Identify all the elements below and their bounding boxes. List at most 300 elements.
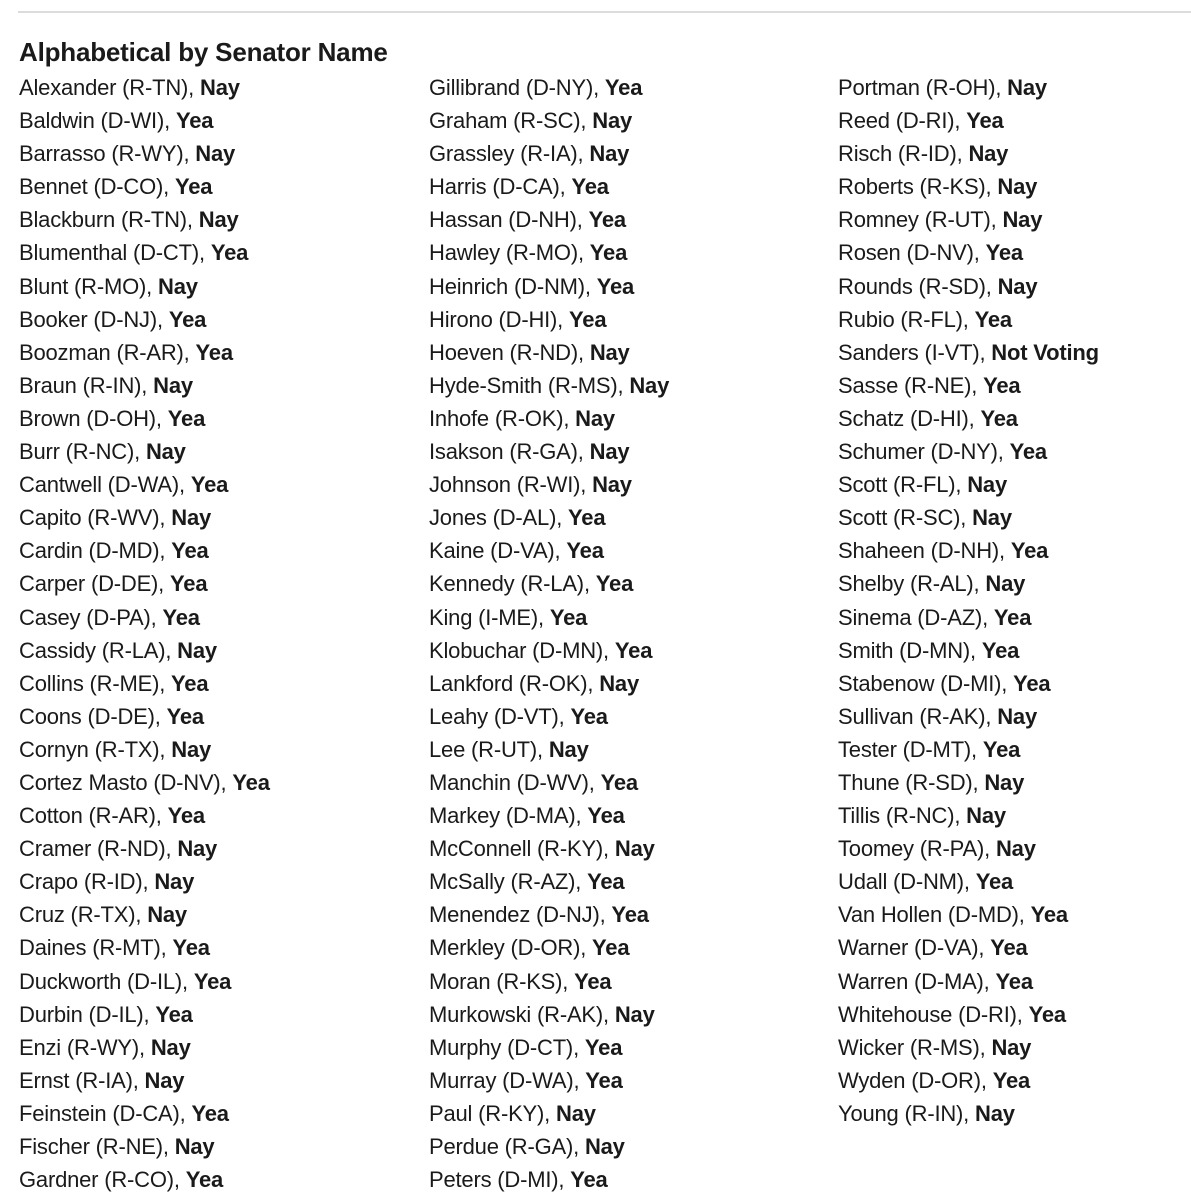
senator-vote: Nay: [171, 505, 212, 531]
senator-vote-row: [19, 1097, 270, 1130]
senator-vote-row: [838, 1064, 1099, 1097]
senator-vote: Yea: [568, 505, 606, 531]
senator-vote: Yea: [574, 968, 612, 994]
senator-vote: Yea: [569, 306, 607, 332]
senator-vote: Nay: [575, 405, 615, 431]
senator-vote-row: [429, 336, 669, 369]
senator-name: Klobuchar (D-MN),: [429, 637, 609, 663]
senator-name: Romney (R-UT),: [838, 207, 997, 233]
senator-vote: Yea: [191, 1100, 229, 1126]
senator-vote: Nay: [154, 869, 195, 895]
senator-vote: Yea: [992, 1067, 1031, 1093]
senator-vote: Yea: [171, 670, 209, 696]
senator-name: Isakson (R-GA),: [429, 439, 584, 465]
senator-vote-row: [429, 634, 669, 667]
senator-vote: Nay: [967, 472, 1007, 498]
senator-vote: Yea: [185, 1167, 224, 1193]
senator-name: Hawley (R-MO),: [429, 240, 584, 266]
senator-vote-row: [19, 700, 270, 733]
senator-vote: Yea: [571, 174, 609, 200]
senator-vote-row: [429, 369, 669, 402]
senator-name: Alexander (R-TN),: [19, 75, 195, 100]
senator-name: Kennedy (R-LA),: [429, 571, 590, 597]
senator-name: Grassley (R-IA),: [429, 141, 584, 167]
senator-vote: Yea: [604, 75, 643, 100]
senator-vote-row: [838, 634, 1099, 667]
senator-name: Markey (D-MA),: [429, 803, 582, 829]
senator-vote-row: [429, 1031, 669, 1064]
senator-vote: Yea: [193, 968, 232, 994]
senator-vote-row: [19, 104, 270, 137]
senator-vote: Yea: [175, 108, 214, 134]
senator-vote: Nay: [592, 108, 633, 134]
senator-vote-row: [838, 137, 1099, 170]
senator-name: Heinrich (D-NM),: [429, 273, 591, 299]
senator-name: Risch (R-ID),: [838, 141, 963, 167]
senator-name: Rounds (R-SD),: [838, 273, 992, 299]
senator-vote-row: [429, 965, 669, 998]
senator-vote: Nay: [584, 1134, 625, 1159]
senator-vote: Yea: [587, 869, 625, 895]
senator-vote: Yea: [966, 108, 1004, 134]
senator-vote-row: [19, 270, 270, 303]
senator-vote-row: [19, 733, 270, 766]
senator-vote-row: [19, 336, 270, 369]
senator-name: Durbin (D-IL),: [19, 1001, 150, 1027]
senator-vote-row: [429, 733, 669, 766]
senator-name: Boozman (R-AR),: [19, 339, 190, 365]
senator-vote-row: [838, 931, 1099, 964]
senator-vote: Yea: [595, 571, 634, 597]
senator-vote-row: [429, 1064, 669, 1097]
senator-vote: Yea: [566, 538, 604, 564]
senator-name: Menendez (D-NJ),: [429, 902, 606, 928]
senator-vote-row: [19, 965, 270, 998]
senator-vote-row: [838, 236, 1099, 269]
senator-vote-row: [19, 898, 270, 931]
senator-name: Gardner (R-CO),: [19, 1167, 180, 1193]
senator-vote: Yea: [983, 372, 1021, 398]
senator-vote-row: [19, 303, 270, 336]
senator-column-3: [838, 71, 1099, 1130]
senator-name: Fischer (R-NE),: [19, 1134, 169, 1159]
senator-name: Jones (D-AL),: [429, 505, 563, 531]
senator-vote: Nay: [1002, 207, 1043, 233]
senator-name: Lee (R-UT),: [429, 736, 543, 762]
senator-vote: Nay: [991, 1034, 1032, 1060]
senator-vote-row: [838, 104, 1099, 137]
senator-vote-row: [19, 71, 270, 104]
senator-name: Warren (D-MA),: [838, 968, 990, 994]
senator-name: King (I-ME),: [429, 604, 544, 630]
senator-vote: Yea: [155, 1001, 193, 1027]
senator-vote: Nay: [589, 439, 630, 465]
senator-name: Udall (D-NM),: [838, 869, 970, 895]
senator-vote: Nay: [158, 273, 198, 299]
senator-vote: Yea: [588, 207, 626, 233]
senator-name: Moran (R-KS),: [429, 968, 569, 994]
senator-name: Perdue (R-GA),: [429, 1134, 580, 1159]
senator-vote-row: [838, 601, 1099, 634]
senator-name: Murkowski (R-AK),: [429, 1001, 609, 1027]
senator-vote: Nay: [195, 141, 236, 167]
senator-vote-row: [19, 766, 270, 799]
senator-vote-row: [19, 435, 270, 468]
senator-name: Schatz (D-HI),: [838, 405, 975, 431]
senator-vote: Yea: [195, 339, 233, 365]
senator-vote-row: [429, 700, 669, 733]
senator-name: Inhofe (R-OK),: [429, 405, 570, 431]
senator-vote-row: [19, 369, 270, 402]
senator-vote: Yea: [549, 604, 588, 630]
top-divider: [18, 11, 1191, 13]
senator-name: Young (R-IN),: [838, 1100, 970, 1126]
senator-name: Cortez Masto (D-NV),: [19, 769, 227, 795]
senator-vote-row: [838, 1097, 1099, 1130]
senator-vote-row: [19, 534, 270, 567]
senator-vote: Yea: [168, 306, 207, 332]
senator-vote: Yea: [1009, 439, 1047, 465]
senator-vote-row: [838, 998, 1099, 1031]
senator-vote: Nay: [174, 1134, 215, 1159]
senator-vote: Yea: [167, 803, 205, 829]
senator-vote: Yea: [975, 869, 1014, 895]
senator-vote: Nay: [177, 836, 218, 862]
senator-name: Van Hollen (D-MD),: [838, 902, 1025, 928]
senator-vote-row: [429, 1163, 669, 1196]
senator-vote-row: [19, 170, 270, 203]
senator-vote-row: [429, 435, 669, 468]
senator-name: Duckworth (D-IL),: [19, 968, 188, 994]
senator-vote: Nay: [153, 372, 193, 398]
senator-name: McConnell (R-KY),: [429, 836, 609, 862]
senator-name: Harris (D-CA),: [429, 174, 566, 200]
senator-name: Paul (R-KY),: [429, 1100, 551, 1126]
senator-vote: Yea: [232, 769, 270, 795]
senator-vote-row: [19, 468, 270, 501]
senator-vote: Nay: [972, 505, 1012, 531]
senator-name: Hirono (D-HI),: [429, 306, 564, 332]
senator-name: Scott (R-SC),: [838, 505, 967, 531]
senator-vote-row: [19, 1163, 270, 1196]
senator-vote-row: [838, 468, 1099, 501]
senator-vote: Yea: [600, 769, 638, 795]
senator-vote: Nay: [150, 1034, 191, 1060]
senator-vote-row: [19, 1064, 270, 1097]
senator-vote: Nay: [589, 339, 630, 365]
senator-vote-row: [838, 336, 1099, 369]
senator-vote-row: [429, 137, 669, 170]
senator-column-2: [429, 71, 669, 1196]
senator-vote-row: [19, 634, 270, 667]
senator-name: Feinstein (D-CA),: [19, 1100, 186, 1126]
senator-name: Hyde-Smith (R-MS),: [429, 372, 624, 398]
senator-name: Wicker (R-MS),: [838, 1034, 986, 1060]
senator-vote-row: [838, 203, 1099, 236]
senator-vote-row: [429, 1097, 669, 1130]
senator-vote-row: [838, 799, 1099, 832]
senator-name: Collins (R-ME),: [19, 670, 166, 696]
senator-vote: Nay: [614, 1001, 655, 1027]
senator-name: Brown (D-OH),: [19, 405, 162, 431]
senator-vote: Yea: [995, 968, 1033, 994]
senator-name: Merkley (D-OR),: [429, 935, 587, 961]
senator-vote: Nay: [995, 836, 1036, 862]
senator-vote: Yea: [981, 637, 1020, 663]
senator-name: Capito (R-WV),: [19, 505, 166, 531]
senator-vote-row: [19, 236, 270, 269]
senator-vote-row: [838, 534, 1099, 567]
senator-vote: Nay: [592, 472, 632, 498]
senator-name: Blumenthal (D-CT),: [19, 240, 205, 266]
senator-vote-row: [429, 1130, 669, 1163]
senator-vote-row: [838, 667, 1099, 700]
senator-name: Barrasso (R-WY),: [19, 141, 190, 167]
senator-vote: Yea: [174, 174, 213, 200]
senator-name: Rubio (R-FL),: [838, 306, 969, 332]
senator-name: Casey (D-PA),: [19, 604, 157, 630]
senator-name: Sinema (D-AZ),: [838, 604, 988, 630]
senator-vote-row: [19, 865, 270, 898]
senator-name: Graham (R-SC),: [429, 108, 587, 134]
senator-vote-row: [19, 137, 270, 170]
senator-name: Cruz (R-TX),: [19, 902, 142, 928]
senator-vote: Yea: [570, 703, 608, 729]
senator-name: Cassidy (R-LA),: [19, 637, 172, 663]
senator-vote: Yea: [614, 637, 653, 663]
senator-vote: Yea: [611, 902, 649, 928]
senator-vote: Yea: [982, 736, 1021, 762]
senator-name: Rosen (D-NV),: [838, 240, 980, 266]
senator-vote-row: [19, 667, 270, 700]
senator-vote: Nay: [966, 803, 1006, 829]
senator-vote-row: [838, 270, 1099, 303]
senator-vote-row: [19, 567, 270, 600]
senator-vote: Yea: [592, 935, 630, 961]
senator-vote: Nay: [984, 769, 1025, 795]
senator-vote-row: [429, 865, 669, 898]
senator-name: Enzi (R-WY),: [19, 1034, 145, 1060]
senator-name: Whitehouse (D-RI),: [838, 1001, 1023, 1027]
senator-vote-row: [19, 832, 270, 865]
senator-name: Gillibrand (D-NY),: [429, 75, 599, 100]
senator-vote-row: [838, 733, 1099, 766]
senator-name: Schumer (D-NY),: [838, 439, 1004, 465]
senator-name: Toomey (R-PA),: [838, 836, 991, 862]
senator-name: Daines (R-MT),: [19, 935, 167, 961]
senator-vote: Yea: [1013, 670, 1051, 696]
senator-vote-row: [429, 766, 669, 799]
senator-vote-row: [19, 1031, 270, 1064]
senator-vote: Nay: [548, 736, 589, 762]
senator-name: Portman (R-OH),: [838, 75, 1002, 100]
senator-vote: Yea: [162, 604, 200, 630]
senator-vote-row: [429, 303, 669, 336]
senator-vote: Nay: [997, 273, 1038, 299]
senator-name: Hoeven (R-ND),: [429, 339, 584, 365]
senator-vote-row: [19, 799, 270, 832]
senator-vote: Nay: [985, 571, 1026, 597]
senator-name: Murphy (D-CT),: [429, 1034, 579, 1060]
senator-vote: Nay: [997, 174, 1038, 200]
senator-vote: Yea: [596, 273, 635, 299]
senator-vote-row: [838, 832, 1099, 865]
senator-vote-row: [429, 468, 669, 501]
senator-vote: Nay: [144, 1067, 185, 1093]
senator-name: McSally (R-AZ),: [429, 869, 582, 895]
senator-vote: Yea: [990, 935, 1028, 961]
senator-name: Sasse (R-NE),: [838, 372, 978, 398]
senator-vote-row: [429, 601, 669, 634]
senator-vote: Nay: [968, 141, 1009, 167]
senator-name: Murray (D-WA),: [429, 1067, 580, 1093]
senator-vote: Yea: [1028, 1001, 1066, 1027]
senator-vote-row: [429, 832, 669, 865]
senator-vote: Nay: [997, 703, 1037, 729]
senator-name: Tester (D-MT),: [838, 736, 977, 762]
senator-name: Baldwin (D-WI),: [19, 108, 171, 134]
senator-vote: Not Voting: [991, 339, 1099, 365]
senator-name: Scott (R-FL),: [838, 472, 962, 498]
senator-vote: Yea: [1030, 902, 1068, 928]
senator-name: Blunt (R-MO),: [19, 273, 153, 299]
senator-name: Booker (D-NJ),: [19, 306, 163, 332]
senator-name: Hassan (D-NH),: [429, 207, 583, 233]
senator-vote-row: [19, 601, 270, 634]
senator-vote: Nay: [198, 207, 239, 233]
senator-vote-row: [838, 898, 1099, 931]
senator-vote: Yea: [166, 703, 204, 729]
senator-name: Sullivan (R-AK),: [838, 703, 992, 729]
senator-vote-row: [429, 270, 669, 303]
senator-vote: Yea: [584, 1034, 623, 1060]
senator-name: Tillis (R-NC),: [838, 803, 961, 829]
senator-name: Lankford (R-OK),: [429, 670, 594, 696]
senator-vote-row: [838, 170, 1099, 203]
senator-vote-row: [19, 203, 270, 236]
senator-column-1: [19, 71, 270, 1196]
senator-vote-row: [838, 71, 1099, 104]
senator-vote-row: [19, 402, 270, 435]
senator-name: Shaheen (D-NH),: [838, 538, 1005, 564]
senator-vote: Nay: [145, 439, 186, 465]
senator-vote-row: [429, 501, 669, 534]
senator-vote: Nay: [589, 141, 630, 167]
senator-name: Cornyn (R-TX),: [19, 736, 166, 762]
senator-name: Kaine (D-VA),: [429, 538, 561, 564]
senator-vote-row: [838, 1031, 1099, 1064]
senator-vote-row: [838, 865, 1099, 898]
senator-vote: Nay: [614, 836, 655, 862]
senator-vote: Yea: [589, 240, 628, 266]
senator-vote: Yea: [1010, 538, 1049, 564]
senator-name: Johnson (R-WI),: [429, 472, 587, 498]
senator-name: Coons (D-DE),: [19, 703, 161, 729]
senator-vote: Nay: [147, 902, 187, 928]
senator-vote: Yea: [585, 1067, 623, 1093]
senator-name: Smith (D-MN),: [838, 637, 976, 663]
senator-vote: Yea: [170, 571, 208, 597]
senator-vote: Yea: [587, 803, 625, 829]
senator-name: Crapo (R-ID),: [19, 869, 149, 895]
senator-vote: Yea: [974, 306, 1012, 332]
senator-name: Carper (D-DE),: [19, 571, 165, 597]
senator-vote: Nay: [1007, 75, 1047, 100]
senator-vote: Yea: [171, 538, 209, 564]
senator-vote-row: [429, 931, 669, 964]
senator-name: Wyden (D-OR),: [838, 1067, 987, 1093]
senator-name: Cardin (D-MD),: [19, 538, 166, 564]
senator-vote: Yea: [993, 604, 1032, 630]
senator-name: Reed (D-RI),: [838, 108, 961, 134]
senator-vote: Nay: [200, 75, 240, 100]
senator-name: Blackburn (R-TN),: [19, 207, 193, 233]
senator-name: Bennet (D-CO),: [19, 174, 170, 200]
senator-name: Roberts (R-KS),: [838, 174, 992, 200]
senator-name: Peters (D-MI),: [429, 1167, 565, 1193]
senator-vote: Yea: [210, 240, 249, 266]
senator-name: Burr (R-NC),: [19, 439, 141, 465]
senator-vote: Nay: [556, 1100, 596, 1126]
senator-name: Manchin (D-WV),: [429, 769, 595, 795]
senator-vote-row: [838, 402, 1099, 435]
senator-name: Shelby (R-AL),: [838, 571, 980, 597]
senator-vote: Yea: [172, 935, 210, 961]
senator-vote-row: [429, 203, 669, 236]
senator-vote-row: [429, 236, 669, 269]
senator-vote-row: [19, 1130, 270, 1163]
senator-name: Thune (R-SD),: [838, 769, 979, 795]
senator-vote-row: [838, 567, 1099, 600]
senator-vote: Yea: [570, 1167, 608, 1193]
senator-vote-row: [429, 534, 669, 567]
senator-vote-row: [429, 170, 669, 203]
senator-name: Leahy (D-VT),: [429, 703, 565, 729]
senator-name: Cotton (R-AR),: [19, 803, 162, 829]
senator-vote: Nay: [629, 372, 670, 398]
senator-vote-row: [429, 799, 669, 832]
senator-name: Ernst (R-IA),: [19, 1067, 139, 1093]
senator-name: Warner (D-VA),: [838, 935, 985, 961]
senator-vote-row: [19, 998, 270, 1031]
senator-name: Cantwell (D-WA),: [19, 472, 185, 498]
senator-vote-row: [838, 303, 1099, 336]
senator-vote-row: [429, 998, 669, 1031]
senator-vote-row: [429, 567, 669, 600]
senator-vote-row: [429, 402, 669, 435]
senator-vote-row: [19, 501, 270, 534]
senator-vote-row: [429, 667, 669, 700]
senator-vote: Yea: [190, 472, 229, 498]
senator-name: Stabenow (D-MI),: [838, 670, 1008, 696]
senator-name: Braun (R-IN),: [19, 372, 148, 398]
senator-vote-row: [838, 766, 1099, 799]
senator-vote-row: [19, 931, 270, 964]
senator-vote: Nay: [177, 637, 217, 663]
senator-name: Sanders (I-VT),: [838, 339, 986, 365]
senator-vote: Yea: [167, 405, 206, 431]
senator-vote-row: [429, 71, 669, 104]
senator-vote: Yea: [980, 405, 1018, 431]
senator-vote-row: [838, 435, 1099, 468]
senator-vote-row: [838, 965, 1099, 998]
senator-vote-row: [838, 501, 1099, 534]
senator-name: Cramer (R-ND),: [19, 836, 172, 862]
section-heading: Alphabetical by Senator Name: [19, 37, 388, 67]
senator-vote: Yea: [985, 240, 1023, 266]
senator-vote-row: [838, 700, 1099, 733]
senator-vote: Nay: [171, 736, 212, 762]
